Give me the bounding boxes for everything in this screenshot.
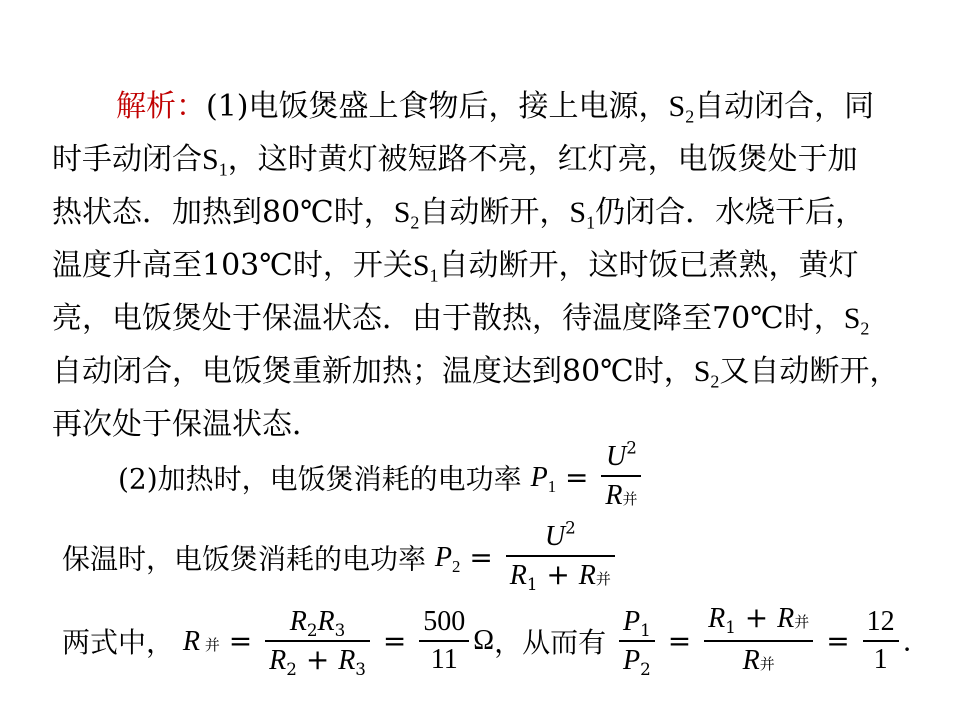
fraction-12-over-1: $\frac{12}{1}$ [863,606,899,676]
fraction-r1-plus-rbing-over-rbing: $\frac{R_1 + R并}{\text{R并}}$ [704,602,813,680]
equals: = [469,541,493,574]
text: ，从而有 [494,626,607,659]
text: 热状态．加热到80℃时， [52,195,394,230]
analysis-label: 解析： [116,89,206,124]
fraction-u2-over-r1-plus-rbing: $\frac{U^2}{R_1 + R并}$ [506,520,615,595]
symbol-rbing: R 并 [182,626,220,657]
fraction-u2-over-rbing: $\frac{U^2}{\text{R并}}$ [601,440,641,515]
equals: = [382,624,407,658]
symbol-s2: $S_2$ [843,302,870,339]
symbol-s1: $S_1$ [569,196,596,233]
text: 自动闭合，电饭煲重新加热；温度达到80℃时， [52,354,694,389]
symbol-s1: $S_1$ [202,143,228,180]
equals: = [564,461,589,494]
fraction-500-over-11: $\frac{500}{11}$ [419,606,469,676]
text: 仍闭合．水烧干后， [595,195,866,230]
text: 自动闭合，同 [694,89,875,124]
text: 再次处于保温状态． [52,407,322,442]
text-line [52,239,922,292]
text: 两式中， [62,626,175,659]
text: 亮，电饭煲处于保温状态．由于散热，待温度降至70℃时， [52,301,844,336]
text-line [52,292,922,345]
text: ，这时黄灯被短路不亮，红灯亮，电饭煲处于加 [227,142,858,177]
equals: = [228,624,253,658]
symbol-p2: $P_2$ [434,541,461,576]
text: 自动断开，这时饭已煮熟，黄灯 [438,248,859,283]
analysis-paragraph-1 [52,80,922,451]
text: 又自动断开， [719,354,900,389]
text: 时手动闭合 [52,142,202,177]
text: 保温时，电饭煲消耗的电功率 [62,542,427,576]
formula-line-ratio [62,602,911,680]
equals: = [826,624,850,658]
symbol-s1: $S_1$ [412,249,439,286]
symbol-s2: $S_2$ [668,90,695,127]
text-line [52,133,922,186]
equals: = [667,624,692,658]
text: (2)加热时，电饭煲消耗的电功率 [118,462,522,496]
text: (1)电饭煲盛上食物后，接上电源， [206,89,669,124]
text-line [52,80,922,133]
text: 温度升高至103℃时，开关 [52,248,413,283]
text: 自动断开， [419,195,570,230]
fraction-r2r3-over-r2-plus-r3: $\frac{R_2R_3}{R_2 + R_3}$ [265,605,370,677]
formula-line-warming [62,517,619,595]
fraction-p1-over-p2: $\frac{P_1}{P_2}$ [619,605,655,677]
text-line [52,186,922,239]
symbol-s2: $S_2$ [393,196,420,233]
period: . [902,624,912,658]
formula-line-heating [118,437,645,515]
text-line [52,345,922,398]
ohm-symbol: Ω [473,625,495,656]
symbol-p1: $P_1$ [530,461,557,496]
symbol-s2: $S_2$ [693,355,720,392]
